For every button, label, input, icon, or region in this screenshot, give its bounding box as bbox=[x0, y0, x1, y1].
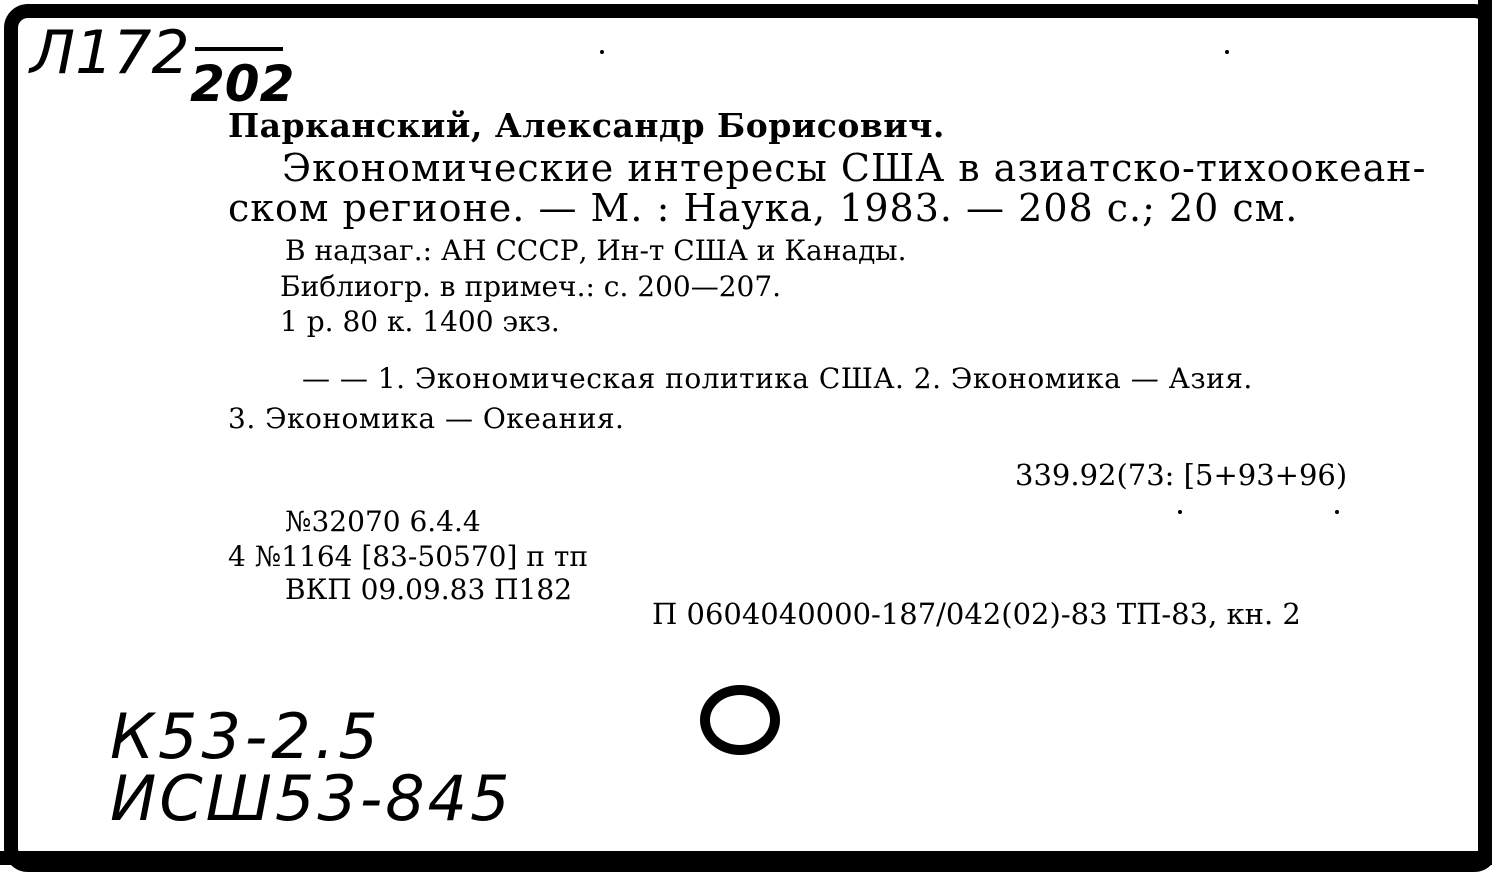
handwritten-code-1: К53-2.5 bbox=[110, 700, 382, 773]
call-number-prefix: Л172 bbox=[30, 18, 190, 88]
note-bibliography: Библиогр. в примеч.: с. 200—207. bbox=[280, 270, 782, 303]
subjects-line-1: — — 1. Экономическая политика США. 2. Экономика — Азия. bbox=[302, 362, 1253, 395]
card-edge-right bbox=[1478, 0, 1492, 865]
meta-line-1: №32070 6.4.4 bbox=[285, 505, 481, 538]
meta-line-3: ВКП 09.09.83 П182 bbox=[285, 573, 573, 606]
ink-speck bbox=[1225, 50, 1229, 54]
note-price: 1 р. 80 к. 1400 экз. bbox=[280, 305, 560, 338]
call-number-sub: 202 bbox=[190, 55, 295, 113]
author-heading: Парканский, Александр Борисович. bbox=[228, 106, 945, 145]
publisher-code: П 0604040000-187/042(02)-83 ТП-83, кн. 2 bbox=[652, 597, 1301, 631]
handwritten-code-2: ИСШ53-845 bbox=[110, 762, 513, 835]
circle-stamp bbox=[700, 685, 780, 755]
meta-line-2: 4 №1164 [83-50570] п тп bbox=[228, 540, 588, 573]
ink-speck bbox=[1178, 510, 1182, 514]
card-edge-bottom bbox=[0, 851, 1492, 865]
ink-speck bbox=[1335, 510, 1339, 514]
title-line-1: Экономические интересы США в азиатско-тихоокеан- bbox=[282, 146, 1427, 190]
ink-speck bbox=[600, 50, 604, 54]
call-number-overbar bbox=[195, 47, 283, 51]
classification-code: 339.92(73: [5+93+96) bbox=[1015, 458, 1348, 492]
note-header: В надзаг.: АН СССР, Ин-т США и Канады. bbox=[285, 234, 907, 267]
subjects-line-2: 3. Экономика — Океания. bbox=[228, 402, 625, 435]
title-line-2: ском регионе. — М. : Наука, 1983. — 208 с.; 20 см. bbox=[228, 186, 1299, 230]
